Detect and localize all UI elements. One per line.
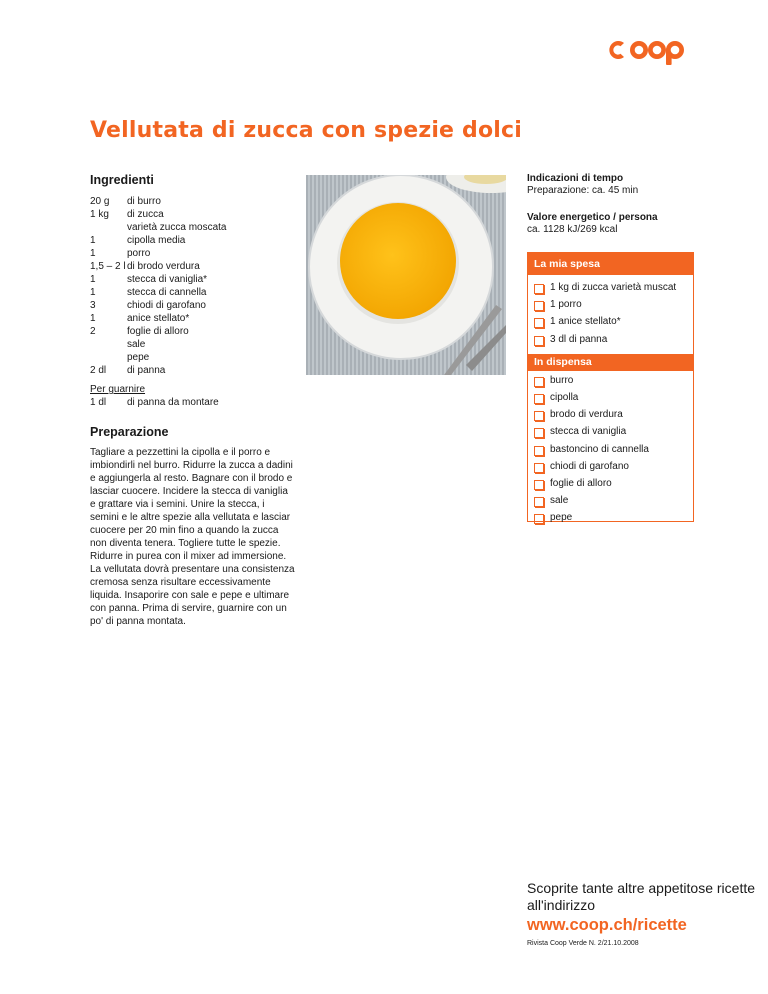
energy-heading: Valore energetico / persona	[527, 212, 658, 223]
time-value: Preparazione: ca. 45 min	[527, 185, 639, 196]
checkbox-icon[interactable]	[534, 377, 544, 387]
checklist-label: 3 dl di panna	[550, 333, 608, 345]
checklist-item[interactable]	[534, 391, 693, 408]
ingredient-name: varietà zucca moscata	[127, 222, 227, 233]
shopping-heading: La mia spesa	[528, 253, 693, 275]
checklist-item[interactable]	[534, 460, 693, 477]
ingredient-name: chiodi di garofano	[127, 300, 206, 311]
checkbox-icon[interactable]	[534, 336, 544, 346]
ingredient-qty: 3	[90, 300, 96, 311]
checklist-label: chiodi di garofano	[550, 460, 629, 472]
ingredient-row	[90, 273, 227, 286]
ingredient-row	[90, 351, 227, 364]
ingredient-row	[90, 195, 227, 208]
shopping-box	[527, 252, 694, 522]
ingredient-row	[90, 260, 227, 273]
ingredient-row	[90, 221, 227, 234]
ingredient-qty	[90, 221, 127, 234]
garnish-section	[90, 383, 219, 409]
preparation-text: Tagliare a pezzettini la cipolla e il porro e imbiondirli nel burro. Ridurre la zucca a dadini e aggiungerla al resto. Bagnare con il brodo e lasciar cuocere. Incidere la stecca di vaniglia e grattare via i semini. Unire la stecca, i semini e le altre spezie alla vellutata e lasciar cuocere per 20 min fino a quando la zucca non diventa tenera. Togliere tutte le spezie. Ridurre in purea con il mixer ad immersione. La vellutata dovrà presentare una consistenza cremosa senza risultare eccessivamente liquida. Insaporire con sale e pepe e ultimare con panna. Prima di servire, guarnire con un po' di panna montata.	[90, 447, 295, 627]
ingredient-qty: 1	[90, 248, 96, 259]
checkbox-icon[interactable]	[534, 514, 544, 524]
ingredient-name: di brodo verdura	[127, 261, 200, 272]
checklist-label: sale	[550, 495, 569, 507]
shopping-list	[528, 275, 693, 354]
pantry-list	[528, 371, 693, 533]
ingredient-row	[90, 208, 227, 221]
issue-note: Rivista Coop Verde N. 2/21.10.2008	[527, 940, 639, 947]
ingredient-qty: 2	[90, 326, 96, 337]
preparation-heading: Preparazione	[90, 425, 169, 439]
ingredient-name: di panna	[127, 365, 166, 376]
ingredient-row	[90, 299, 227, 312]
ingredient-qty: 1	[90, 313, 96, 324]
ingredient-qty: 1 kg	[90, 209, 109, 220]
promo-text: Scoprite tante altre appetitose ricette all'indirizzo	[527, 880, 756, 913]
checklist-item[interactable]	[534, 511, 693, 528]
checkbox-icon[interactable]	[534, 394, 544, 404]
ingredient-row	[90, 364, 227, 377]
checkbox-icon[interactable]	[534, 480, 544, 490]
ingredient-name: stecca di vaniglia*	[127, 274, 208, 285]
ingredient-name: di panna da montare	[127, 397, 219, 408]
checklist-label: stecca di vaniglia	[550, 426, 627, 438]
checkbox-icon[interactable]	[534, 301, 544, 311]
ingredient-qty: 1 dl	[90, 397, 107, 408]
checkbox-icon[interactable]	[534, 497, 544, 507]
checklist-label: cipolla	[550, 391, 579, 403]
ingredient-row	[90, 312, 227, 325]
checkbox-icon[interactable]	[534, 284, 544, 294]
ingredient-row	[90, 325, 227, 338]
website-link[interactable]: www.coop.ch/ricette	[527, 916, 687, 934]
energy-value: ca. 1128 kJ/269 kcal	[527, 224, 618, 235]
recipe-title: Vellutata di zucca con spezie dolci	[90, 118, 523, 143]
ingredient-qty	[90, 338, 127, 351]
ingredient-qty: 20 g	[90, 196, 110, 207]
ingredient-name: cipolla media	[127, 235, 186, 246]
ingredient-name: pepe	[127, 352, 150, 363]
checklist-item[interactable]	[534, 374, 693, 391]
ingredient-row	[90, 286, 227, 299]
ingredients-list	[90, 195, 227, 377]
checklist-label: 1 anice stellato*	[550, 316, 621, 328]
ingredient-name: sale	[127, 339, 146, 350]
ingredient-qty: 1	[90, 287, 96, 298]
checklist-item[interactable]	[534, 333, 693, 350]
ingredient-qty: 2 dl	[90, 365, 107, 376]
ingredient-name: di zucca	[127, 209, 164, 220]
checkbox-icon[interactable]	[534, 446, 544, 456]
ingredient-row	[90, 234, 227, 247]
garnish-row	[90, 396, 219, 409]
checklist-item[interactable]	[534, 408, 693, 425]
ingredient-name: porro	[127, 248, 151, 259]
checklist-label: 1 porro	[550, 299, 582, 311]
ingredient-row	[90, 247, 227, 260]
checklist-item[interactable]	[534, 477, 693, 494]
ingredient-row	[90, 338, 227, 351]
checklist-label: foglie di alloro	[550, 477, 612, 489]
checklist-label: pepe	[550, 512, 573, 524]
checklist-item[interactable]	[534, 443, 693, 460]
ingredient-name: anice stellato*	[127, 313, 190, 324]
checkbox-icon[interactable]	[534, 428, 544, 438]
time-heading: Indicazioni di tempo	[527, 173, 624, 184]
ingredient-name: stecca di cannella	[127, 287, 207, 298]
checklist-label: 1 kg di zucca varietà muscat	[550, 282, 677, 293]
pantry-heading: In dispensa	[528, 354, 693, 371]
coop-logo	[604, 34, 696, 66]
checkbox-icon[interactable]	[534, 463, 544, 473]
checkbox-icon[interactable]	[534, 411, 544, 421]
ingredient-qty: 1	[90, 235, 96, 246]
ingredient-qty	[90, 351, 127, 364]
ingredient-qty: 1,5 – 2 l	[90, 261, 126, 272]
checklist-label: bastoncino di cannella	[550, 443, 649, 455]
checklist-item[interactable]	[534, 425, 693, 442]
checklist-label: brodo di verdura	[550, 409, 623, 421]
ingredient-name: foglie di alloro	[127, 326, 189, 337]
checklist-label: burro	[550, 374, 574, 386]
soup-photo	[306, 175, 506, 375]
checklist-item[interactable]	[534, 281, 693, 298]
checkbox-icon[interactable]	[534, 318, 544, 328]
checklist-item[interactable]	[534, 494, 693, 511]
checklist-item[interactable]	[534, 298, 693, 315]
ingredient-qty: 1	[90, 274, 96, 285]
checklist-item[interactable]	[534, 315, 693, 332]
ingredients-heading: Ingredienti	[90, 173, 154, 187]
garnish-label: Per guarnire	[90, 384, 146, 395]
ingredient-name: di burro	[127, 196, 161, 207]
